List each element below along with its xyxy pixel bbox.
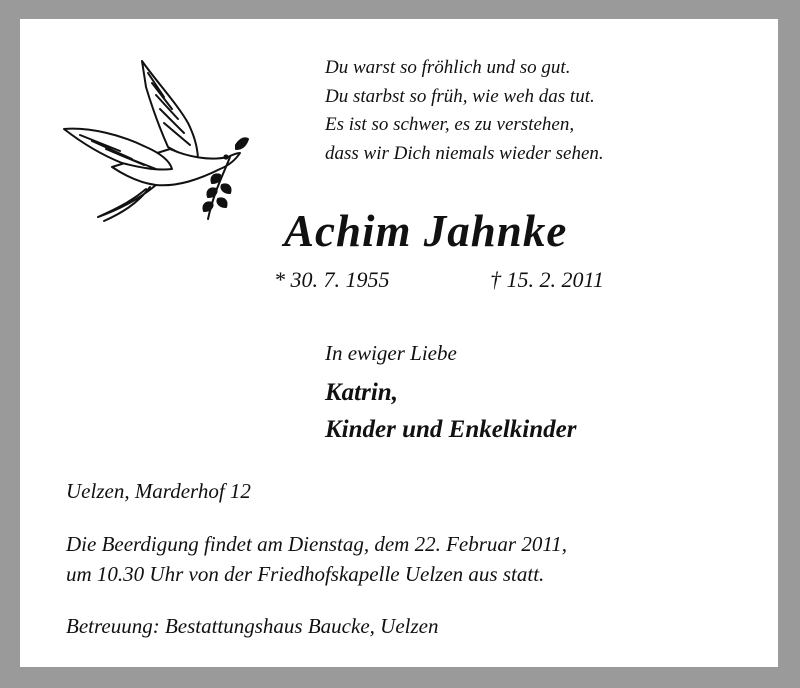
- poem-line: Es ist so schwer, es zu verstehen,: [325, 114, 575, 135]
- death-date: † 15. 2. 2011: [490, 267, 604, 292]
- obituary-card: [20, 19, 778, 667]
- poem: [325, 54, 604, 168]
- poem-line: dass wir Dich niemals wieder sehen.: [325, 142, 604, 164]
- funeral-info-line-2: um 10.30 Uhr von der Friedhofskapelle Uelzen aus statt.: [66, 562, 545, 586]
- poem-line: Du starbst so früh, wie weh das tut.: [325, 85, 595, 107]
- dove-icon: [60, 57, 250, 227]
- birth-date: * 30. 7. 1955: [274, 267, 390, 292]
- mourners-line-2: Kinder und Enkelkinder: [325, 416, 577, 443]
- mourners-line-1: Katrin,: [325, 379, 398, 406]
- funeral-home: Betreuung: Bestattungshaus Baucke, Uelzen: [66, 614, 439, 638]
- address: Uelzen, Marderhof 12: [66, 479, 251, 503]
- mourners-intro: In ewiger Liebe: [325, 341, 457, 365]
- poem-line: Du warst so fröhlich und so gut.: [325, 57, 571, 78]
- deceased-name: Achim Jahnke: [284, 206, 568, 256]
- funeral-info-line-1: Die Beerdigung findet am Dienstag, dem 22. Februar 2011,: [66, 532, 568, 556]
